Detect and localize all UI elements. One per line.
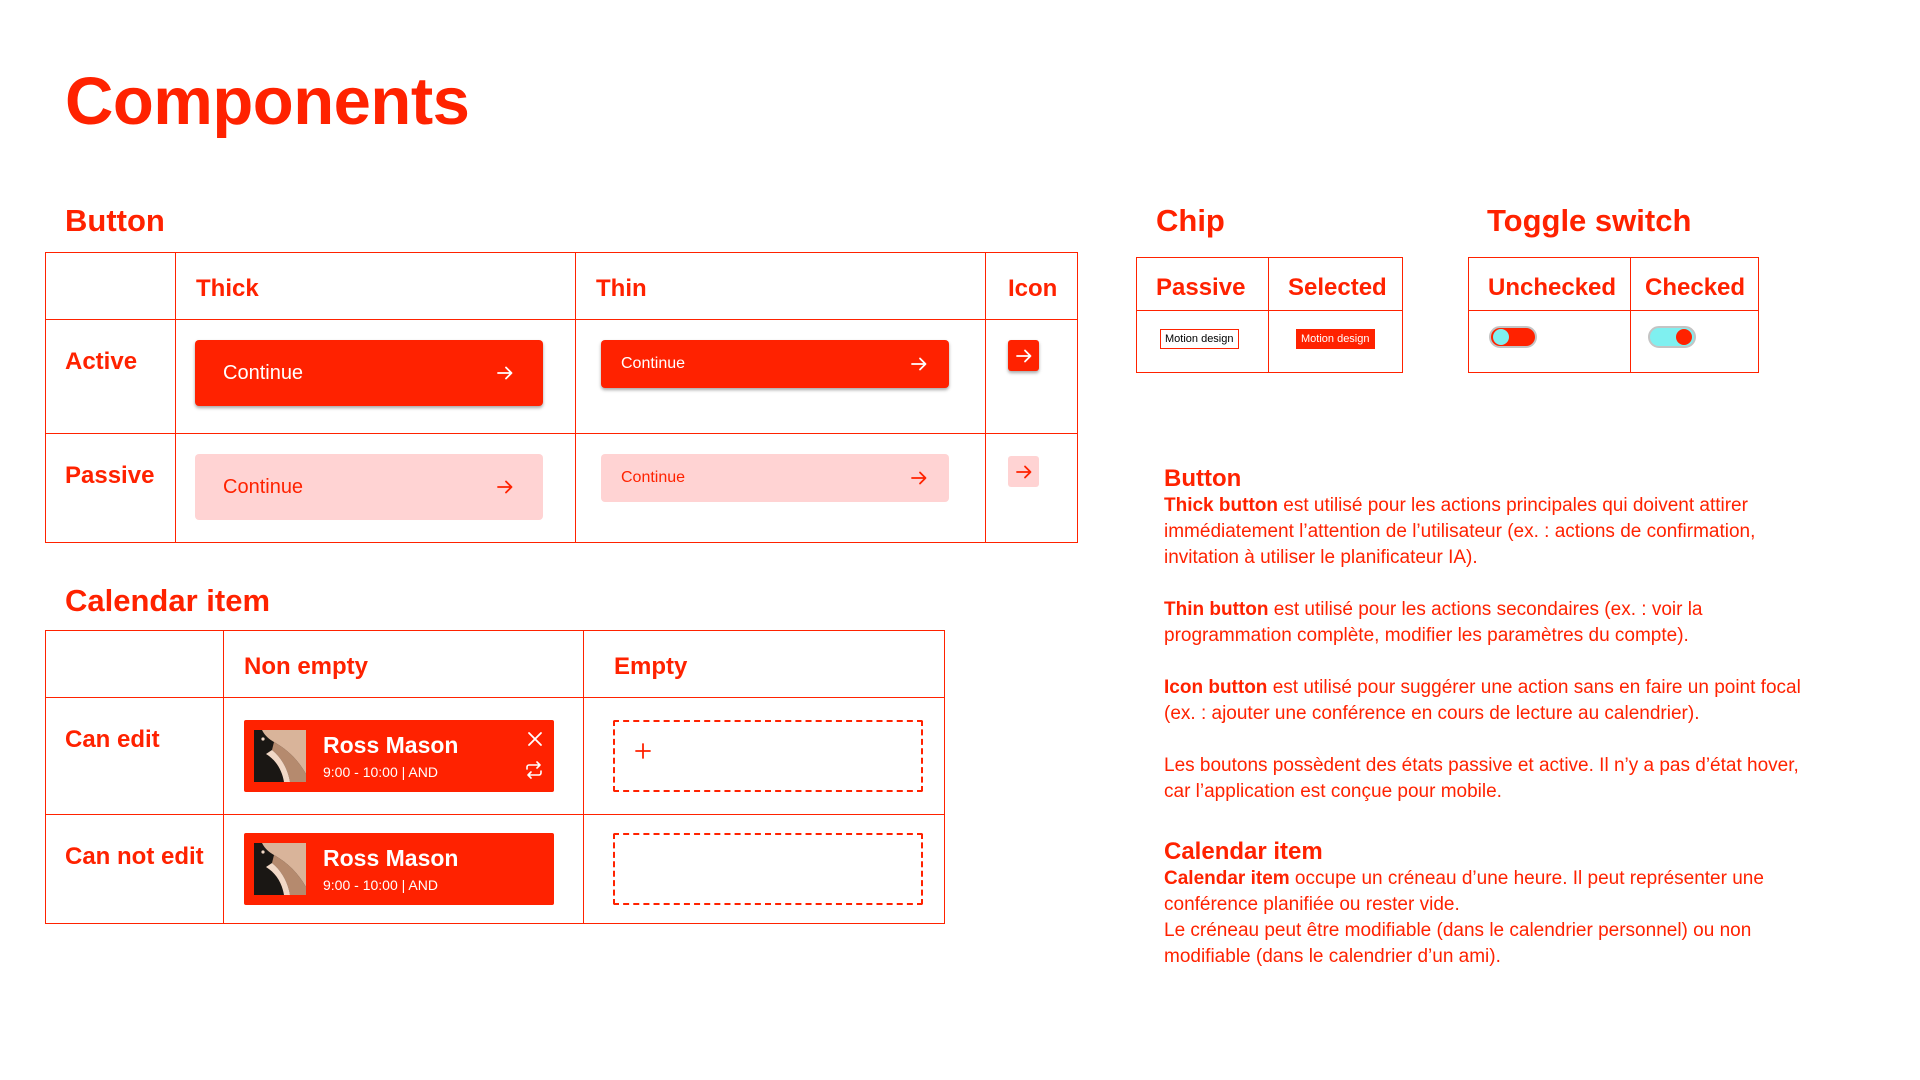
column-header-selected: Selected [1269,258,1403,311]
calendar-editable-cell [224,698,584,815]
icon-button-description [1164,675,1814,727]
button-table-corner [46,253,176,320]
row-label-can-not-edit: Can not edit [46,815,224,924]
speaker-name: Ross Mason [323,845,459,871]
arrow-right-icon [495,477,515,497]
toggle-section-title: Toggle switch [1487,203,1692,238]
arrow-right-icon [909,468,929,488]
thick-active-cell [176,320,576,434]
icon-passive-button[interactable] [1008,456,1039,487]
calendar-empty-readonly-cell [584,815,945,924]
thick-active-button-label: Continue [223,361,304,384]
chip-section-title: Chip [1156,203,1225,238]
thick-button-description [1164,493,1814,571]
thin-active-button[interactable] [601,340,949,388]
column-header-non-empty: Non empty [224,631,584,698]
thin-active-button-label: Continue [621,355,686,372]
calendar-table [45,630,945,924]
thin-passive-button[interactable] [601,454,949,502]
calendar-item-description [1164,866,1814,918]
icon-active-button[interactable] [1008,340,1039,371]
speaker-photo [254,730,306,782]
thick-button-text: est utilisé pour les actions principales qui doivent attirer immédiatement l’attention de l’utilisateur (ex. : actions de confirmation, invitation à utiliser le planificateur IA). [1164,495,1756,568]
column-header-passive: Passive [1137,258,1269,311]
row-label-active: Active [46,320,176,434]
thick-passive-button[interactable] [195,454,543,520]
button-description [1164,465,1814,805]
column-header-thick: Thick [176,253,576,320]
calendar-readonly-cell [224,815,584,924]
arrow-right-icon [1014,462,1034,482]
calendar-description-heading: Calendar item [1164,838,1323,865]
speaker-name: Ross Mason [323,732,459,758]
chip-passive[interactable]: Motion design [1160,329,1239,349]
calendar-section-title: Calendar item [65,583,271,618]
calendar-item-readonly[interactable] [244,833,554,905]
toggle-checked-cell [1631,311,1759,373]
thick-button-term: Thick button [1164,495,1278,516]
arrow-right-icon [495,363,515,383]
calendar-description [1164,838,1814,970]
column-header-icon: Icon [986,253,1078,320]
thick-passive-cell [176,434,576,543]
empty-slot-editable[interactable] [613,720,923,792]
close-icon[interactable] [526,730,544,748]
calendar-empty-editable-cell [584,698,945,815]
empty-slot-readonly [613,833,923,905]
thin-passive-cell [576,434,986,543]
page-title: Components [65,64,470,139]
thin-button-description [1164,597,1814,649]
row-label-passive: Passive [46,434,176,543]
chip-passive-cell [1137,311,1269,373]
calendar-item-term: Calendar item [1164,868,1290,889]
chip-selected-cell [1269,311,1403,373]
icon-button-text: est utilisé pour suggérer une action sans en faire un point focal (ex. : ajouter une conférence en cours de lecture au calendrier). [1164,677,1801,724]
arrow-right-icon [909,354,929,374]
thick-active-button[interactable] [195,340,543,406]
speaker-photo [254,843,306,895]
arrow-right-icon [1014,346,1034,366]
icon-active-cell [986,320,1078,434]
icon-button-term: Icon button [1164,677,1268,698]
repeat-icon[interactable] [524,760,544,780]
calendar-item-description-2: Le créneau peut être modifiable (dans le calendrier personnel) ou non modifiable (dans le calendrier d’un ami). [1164,920,1752,967]
toggle-table [1468,257,1759,373]
column-header-empty: Empty [584,631,945,698]
calendar-table-corner [46,631,224,698]
toggle-knob [1676,329,1692,345]
plus-icon[interactable] [633,741,653,761]
chip-selected[interactable]: Motion design [1296,329,1375,349]
toggle-unchecked[interactable] [1489,326,1537,348]
row-label-can-edit: Can edit [46,698,224,815]
button-table [45,252,1078,543]
thick-passive-button-label: Continue [223,475,304,498]
time-slot: 9:00 - 10:00 | AND [323,877,438,893]
toggle-unchecked-cell [1469,311,1631,373]
thin-active-cell [576,320,986,434]
toggle-knob [1493,329,1509,345]
calendar-item-editable[interactable] [244,720,554,792]
thin-button-term: Thin button [1164,599,1269,620]
button-states-description: Les boutons possèdent des états passive et active. Il n’y a pas d’état hover, car l’application est conçue pour mobile. [1164,755,1799,802]
button-section-title: Button [65,203,165,238]
time-slot: 9:00 - 10:00 | AND [323,764,438,780]
thin-passive-button-label: Continue [621,469,686,486]
thin-button-text: est utilisé pour les actions secondaires (ex. : voir la programmation complète, modifier les paramètres du compte). [1164,599,1703,646]
icon-passive-cell [986,434,1078,543]
column-header-checked: Checked [1631,258,1759,311]
chip-table [1136,257,1403,373]
button-description-heading: Button [1164,465,1242,492]
column-header-thin: Thin [576,253,986,320]
column-header-unchecked: Unchecked [1469,258,1631,311]
calendar-item-text: occupe un créneau d’une heure. Il peut représenter une conférence planifiée ou rester vide. [1164,868,1764,915]
toggle-checked[interactable] [1648,326,1696,348]
